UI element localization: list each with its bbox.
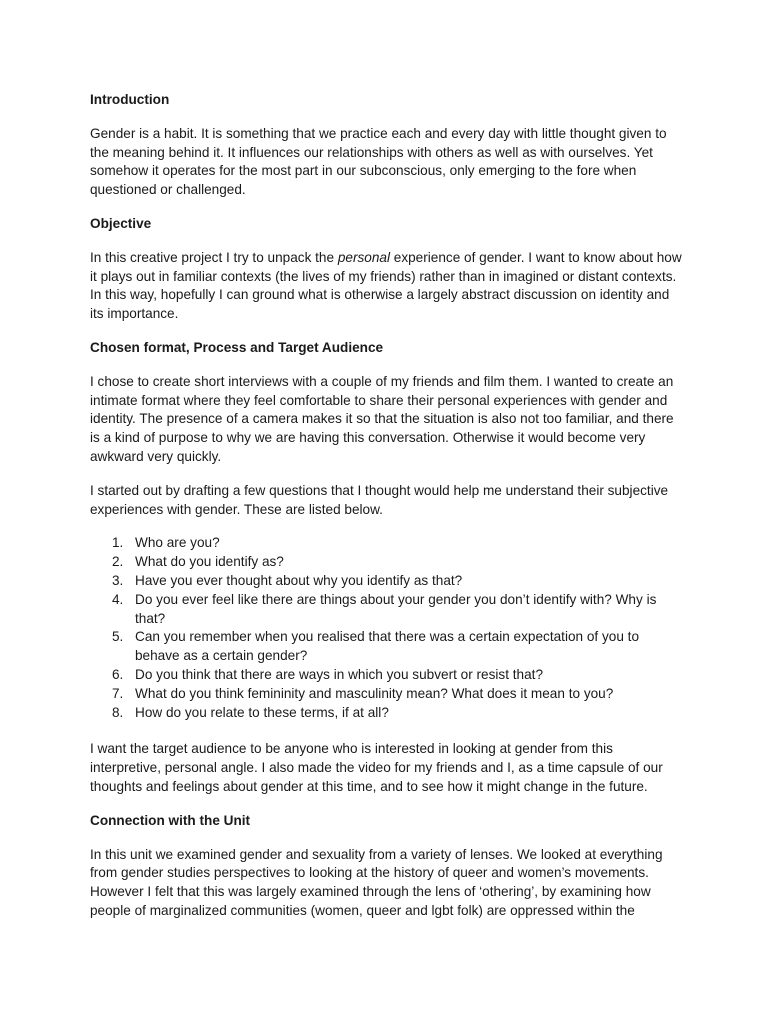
list-number: 6.	[112, 666, 124, 682]
list-item	[90, 591, 682, 629]
list-item	[90, 704, 682, 723]
list-item	[90, 553, 682, 572]
objective-text-end: experience of gender. I want to know about how it plays out in familiar contexts (the lives of my friends) rather than in imagined or distant contexts. In this way, hopefully I can ground what is otherwise a largely abstract discussion on identity and its importance.	[90, 249, 682, 322]
list-item	[90, 534, 682, 553]
list-text: Can you remember when you realised that there was a certain expectation of you to behave as a certain gender?	[135, 629, 640, 664]
list-number: 3.	[112, 572, 124, 588]
list-text: Do you ever feel like there are things about your gender you don’t identify with? Why is that?	[135, 591, 657, 626]
list-text: How do you relate to these terms, if at all?	[135, 704, 389, 720]
paragraph-format-2: I started out by drafting a few questions that I thought would help me understand their subjective experiences with gender. These are listed below.	[90, 482, 669, 517]
list-number: 5.	[112, 629, 124, 645]
objective-emphasis: personal	[337, 249, 390, 265]
list-text: Who are you?	[135, 535, 220, 551]
heading-objective: Objective	[90, 215, 152, 231]
heading-introduction: Introduction	[90, 92, 170, 107]
list-item	[90, 685, 682, 704]
list-text: What do you think femininity and masculinity mean? What does it mean to you?	[135, 685, 614, 701]
paragraph-format-3: I want the target audience to be anyone who is interested in looking at gender from this interpretive, personal angle. I also made the video for my friends and I, as a time capsule of our thoughts and feelings about gender at this time, and to see how it might change in the future.	[90, 741, 663, 794]
paragraph-connection: In this unit we examined gender and sexuality from a variety of lenses. We looked at everything from gender studies perspectives to looking at the history of queer and women’s movements. However I felt that this was largely examined through the lens of ‘othering’, by examining how people of marginalized communities (women, queer and lgbt folk) are oppressed within the	[90, 846, 663, 918]
list-text: Have you ever thought about why you identify as that?	[135, 572, 463, 588]
heading-format: Chosen format, Process and Target Audience	[90, 339, 384, 355]
list-text: What do you identify as?	[135, 554, 284, 570]
list-number: 4.	[112, 591, 124, 607]
heading-connection: Connection with the Unit	[90, 812, 251, 828]
list-number: 7.	[112, 685, 124, 701]
list-item	[90, 666, 682, 685]
paragraph-objective	[90, 249, 682, 324]
question-list	[90, 534, 682, 722]
list-text: Do you think that there are ways in which you subvert or resist that?	[135, 666, 544, 682]
list-number: 8.	[112, 704, 124, 720]
list-item	[90, 628, 682, 666]
paragraph-introduction: Gender is a habit. It is something that we practice each and every day with little thought given to the meaning behind it. It influences our relationships with others as well as with ourselves. Yet somehow it operates for the most part in our subconscious, only emerging to the fore when questioned or challenged.	[90, 125, 667, 198]
list-item	[90, 572, 682, 591]
objective-text-start: In this creative project I try to unpack the	[90, 249, 338, 265]
list-number: 1.	[112, 535, 124, 551]
paragraph-format-1: I chose to create short interviews with a couple of my friends and film them. I wanted to create an intimate format where they feel comfortable to share their personal experiences with gender and identity. The presence of a camera makes it so that the situation is also not too familiar, and there is a kind of purpose to why we are having this conversation. Otherwise it would become very awkward very quickly.	[90, 373, 674, 464]
list-number: 2.	[112, 554, 124, 570]
document-page	[90, 91, 682, 921]
